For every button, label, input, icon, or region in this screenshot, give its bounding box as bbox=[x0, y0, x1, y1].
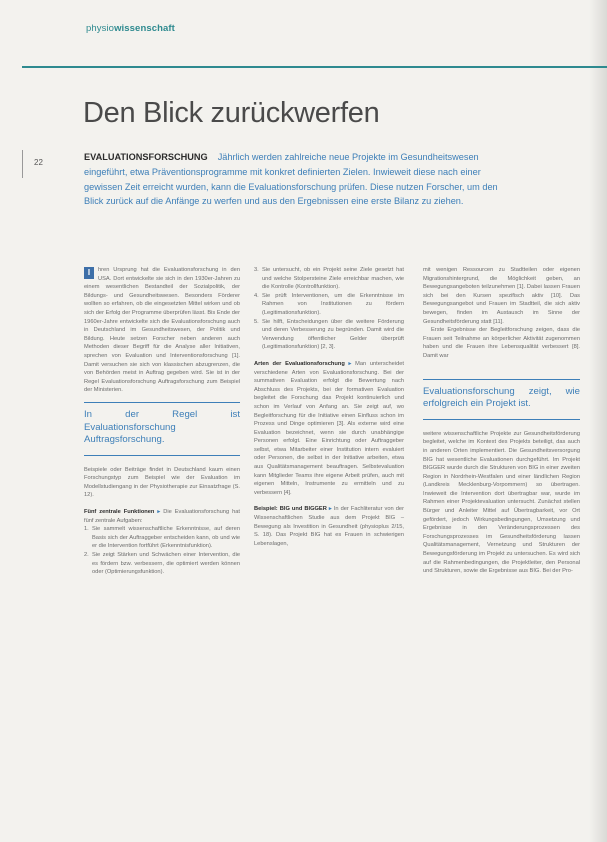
margin-rule bbox=[22, 150, 23, 178]
list-text: Sie zeigt Stärken und Schwächen einer Intervention, die es fördern bzw. verbessern, die optimiert werden können oder (Optimierungsfunktion). bbox=[92, 552, 240, 576]
section-prefix: physio bbox=[86, 23, 115, 34]
list-number: 4. bbox=[254, 292, 259, 299]
subheading: Fünf zentrale Funktionen bbox=[84, 509, 155, 516]
list-text: Sie hilft, Entscheidungen über die weitere Förderung und deren Verbesserung zu begründen. Damit wird die Verwendung öffentlicher Gelder überprüft (Legitimationsfunktion) [2, 3]. bbox=[262, 318, 404, 351]
page-number: 22 bbox=[34, 158, 43, 167]
column-2 bbox=[254, 266, 404, 548]
section-label bbox=[86, 23, 175, 34]
kicker: EVALUATIONSFORSCHUNG bbox=[84, 152, 208, 162]
drop-cap: I bbox=[84, 267, 94, 279]
lead-paragraph bbox=[84, 150, 514, 209]
pull-quote: Evaluationsforschung zeigt, wie erfolgreich ein Projekt ist. bbox=[423, 379, 580, 420]
list-number: 1. bbox=[84, 526, 89, 533]
body-paragraph: Erste Ergebnisse der Begleitforschung zeigen, dass die Frauen seit Teilnahme an körperlicher Aktivität zugenommen haben und die Frauen ihre Lebensqualität verbessert [8]. Damit war bbox=[423, 327, 580, 359]
list-text: Sie untersucht, ob ein Projekt seine Ziele gesetzt hat und welche Stolpersteine Ziele erreichbar machen, wie die Kontrolle (Kontrollfunktion). bbox=[262, 267, 404, 291]
section-name: wissenschaft bbox=[114, 23, 175, 34]
column-3 bbox=[423, 266, 580, 576]
body-paragraph bbox=[254, 505, 404, 548]
subheading: Arten der Evaluationsforschung bbox=[254, 360, 345, 367]
arrow-icon: ▸ bbox=[348, 360, 352, 367]
list-item bbox=[254, 292, 404, 318]
body-paragraph bbox=[84, 508, 240, 525]
spacer bbox=[84, 500, 240, 508]
list-number: 2. bbox=[84, 552, 89, 559]
list-item bbox=[254, 266, 404, 292]
body-text: Man unterscheidet verschiedene Arten von Evaluationsforschung. Bei der summativen Evaluation erfolgt die Bewertung nach Abschluss des Projekts, bei der formativen Evaluation begleitet die Forschung das Projekt kontinuierlich und schon im Verlauf von Anfang an. Sie zeigt auf, wo Begleitforschung für die Initiative einen Einfluss schon im Prozess und Dinge optimieren [3]. Als externe wird eine Evaluation bezeichnet, wenn sie durch unabhängige Personen erfolgt. Eine Einrichtung oder Auftraggeber selbst, etwa Mitarbeiter einer Institution intern evaluiert oder Personen, die selbst in der Initiative arbeiten, etwa aus Qualitätsmanagement beauftragen. Selbstevaluation kann Mitglieder Teams ihre eigene Arbeit prüfen, auch mit eigenen Mitteln, Instrumente zu ermitteln und zu verbessern [4]. bbox=[254, 360, 404, 496]
body-text: hren Ursprung hat die Evaluationsforschung in den USA. Dort entwickelte sie sich in den 1930er-Jahren zu einem wesentlichen Bestandteil der Sozialpolitik, der Bildungs- und Gesundheitswesen. Besonders Förderer wollten so erfahren, ob die eingesetzten Mittel wirken und ob sich der Erfolg der Programme überprüfen lässt. Bis Ende der 1960er-Jahre entwickelte sich die Evaluationsforschung auch in Deutschland im Gesundheitswesen, der Politik und Bildung. Heute setzen Forscher neben anderen auch Methoden dieser Begriff für die Analyse aller Initiativen, sprechen von Evaluation und Interventionsforschung [1]. Damit versuchen sie sich von klassischen abzugrenzen, die von Behörden meist in Auftrag gegeben wird. Sie ist in der Regel Evaluationsforschung Auftragsforschung zum Beispiel der Ministerien. bbox=[84, 267, 240, 394]
list-item bbox=[254, 318, 404, 352]
article-title: Den Blick zurückwerfen bbox=[83, 97, 380, 129]
body-paragraph bbox=[254, 360, 404, 498]
list-number: 5. bbox=[254, 318, 259, 325]
list-item bbox=[84, 525, 240, 551]
list-item bbox=[84, 551, 240, 577]
list-number: 3. bbox=[254, 267, 259, 273]
list-text: Sie prüft Interventionen, um die Erkenntnisse im Rahmen von Institutionen zu fördern (Legitimationsfunktion). bbox=[262, 292, 404, 316]
body-paragraph bbox=[84, 266, 240, 395]
scan-shadow bbox=[589, 0, 607, 842]
body-paragraph: mit wenigen Ressourcen zu Stadtteilen oder eigenen Migrationshintergrund, die Möglichkeit geben, an Bewegungsangeboten teilzunehmen [1]. Dabei lassen Frauen sich bei den Kursen spezifisch aktiv [10]. Das Bewegungsangebot und Frauen im Stadtteil, die sich aktiv bewegen, finden im Austausch im Sinne der Gesundheitsförderung statt [11]. bbox=[423, 267, 580, 325]
arrow-icon: ▸ bbox=[157, 509, 161, 516]
body-text: In der Fachliteratur von der Wissenschaftlichen Studie aus dem Projekt BIG – Bewegung als Investition in Gesundheit (physioplus 2/15, S. 18). Das Projekt BIG hat es Frauen in schwierigen Lebenslagen, bbox=[254, 506, 404, 547]
body-paragraph: Beispiele oder Beiträge findet in Deutschland kaum einen Forschungstyp zum Beispiel wie der Evaluation im Modellstudiengang in der Physiotherapie zur Einsatzfrage (S. 12). bbox=[84, 466, 240, 499]
pull-quote: In der Regel ist Evaluationsforschung Auftragsforschung. bbox=[84, 402, 240, 456]
spacer bbox=[254, 352, 404, 360]
spacer bbox=[254, 497, 404, 505]
body-paragraph: weitere wissenschaftliche Projekte zur Gesundheitsförderung begleitet, welche im Kontext des Projekts beteiligt, das auch in anderen Orten implementiert. Die Gesundheitsversorgung BIG hat wesentliche Evaluationen durchgeführt. Im Projekt BIGGER wurde durch die Strukturen von BIG in einer zweiten Region in Nordrhein-Westfalen und einer ländlichen Region (Landkreis Mecklenburg-Vorpommern) so übertragen. Inwieweit die Intervention dort übertragbar war, wurde im Rahmen einer Projektevaluation untersucht. Zunächst stellen Bürger und Anleiter Mittel auf Übertragbarkeit, vor Ort gefördert, jedoch Wirkungsbedingungen, Umsetzung und Ergebnisse in den Veränderungsprozessen des Forschungsprozesses im Gesundheitsförderung lassen Qualitätsmanagement, Vernetzung und Strukturen der Bewegungsförderung im Projekt zu untersuchen. Es wird sich auf die Rahmenbedingungen, die Projektleiter, den Personal und Strukturen, sowie die Ergebnisse aus BIG. Bei der Pro- bbox=[423, 430, 580, 575]
subheading: Beispiel: BIG und BIGGER bbox=[254, 506, 327, 513]
lead-text: Jährlich werden zahlreiche neue Projekte im Gesundheitswesen eingeführt, etwa Präventionsprogramme mit konkret definierten Zielen. Inwieweit diese nach einer gewissen Zeit erreicht wurden, kann die Evaluationsforschung prüfen. Diese nutzen Forscher, um den Blick zurück auf die Anfänge zu werfen und aus den Ergebnissen eine erste Bilanz zu ziehen. bbox=[84, 152, 498, 207]
list-text: Sie sammelt wissenschaftliche Erkenntnisse, auf deren Basis sich der Auftraggeber entscheiden kann, ob und wie er die Intervention fortführt (Erkenntnisfunktion). bbox=[92, 526, 240, 550]
arrow-icon: ▸ bbox=[328, 506, 332, 513]
header-rule bbox=[22, 66, 607, 68]
body-text: Die Evaluationsforschung hat fünf zentrale Aufgaben: bbox=[84, 509, 240, 524]
column-1 bbox=[84, 266, 240, 577]
